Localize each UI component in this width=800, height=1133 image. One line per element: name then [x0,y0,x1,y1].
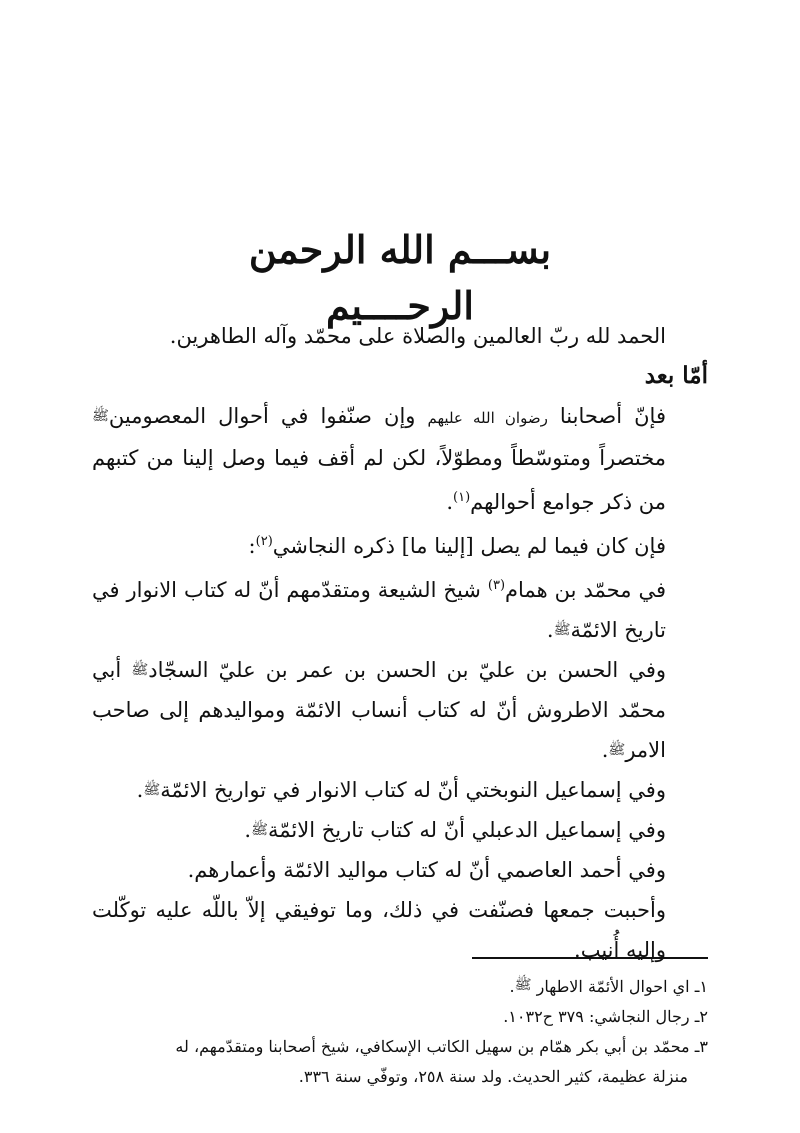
para4-start: وفي الحسن بن عليّ بن الحسن بن عمر بن عليّ السجّاد [148,658,666,682]
honorific-symbol: ﷺ [251,822,268,838]
footnotes [92,970,708,1092]
paragraph-5 [92,770,708,810]
para3-end: شيخ الشيعة ومتقدّمهم أنّ له كتاب الانوار في تاريخ الائمّة [92,578,666,642]
para1-tail: . [446,490,454,514]
para6-tail: . [244,818,252,842]
main-text [92,316,708,970]
paragraph-1 [92,396,708,522]
footnote-divider [472,957,708,959]
honorific-symbol: ﷺ [608,742,626,758]
blessing-phrase: رضوان الله عليهم [427,409,548,427]
paragraph-4 [92,650,708,770]
para5-text: وفي إسماعيل النوبختي أنّ له كتاب الانوار في تواريخ الائمّة [160,778,666,802]
footnote-3-continued: منزلة عظيمة، كثير الحديث. ولد سنة ٢٥٨، وتوفّي سنة ٣٣٦. [298,1067,688,1086]
paragraph-7: وفي أحمد العاصمي أنّ له كتاب مواليد الائمّة وأعمارهم. [187,858,666,882]
footnote-ref-2: (٢) [255,534,273,549]
paragraph-6 [92,810,708,850]
para6-text: وفي إسماعيل الدعبلي أنّ له كتاب تاريخ الائمّة [268,818,666,842]
paragraph-3 [92,566,708,650]
footnote-2: ٢ـ رجال النجاشي: ٣٧٩ ح١٠٣٢. [503,1007,708,1026]
basmala-heading: بســـم الله الرحمن الرحــــيم [248,227,552,328]
footnote-1-text: ١ـ اي احوال الأئمّة الاطهار [536,977,708,996]
paragraph-8: وأحببت جمعها فصنّفت في ذلك، وما توفيقي إلاّ باللّه عليه توكّلت وإليه أُنيب. [92,898,666,962]
para3-tail: . [546,618,554,642]
para4-tail: . [601,738,609,762]
footnote-3: ٣ـ محمّد بن أبي بكر همّام بن سهيل الكاتب الإسكافي، شيخ أصحابنا ومتقدّمهم، له [175,1037,708,1056]
footnote-ref-1: (١) [453,490,471,505]
para1-end: مختصراً ومتوسّطاً ومطوّلاً، لكن لم أقف فيما وصل إلينا من كتبهم من ذكر جوامع أحوالهم [92,446,666,514]
para1-start: فإنّ أصحابنا [547,404,666,428]
honorific-symbol: ﷺ [92,408,109,424]
honorific-symbol: ﷺ [514,977,532,993]
paragraph-2 [92,522,708,566]
honorific-symbol: ﷺ [131,662,149,678]
para5-tail: . [136,778,144,802]
para4-end: أبي محمّد الاطروش أنّ له كتاب أنساب الائمّة ومواليدهم إلى صاحب الامر [92,658,666,762]
footnote-1-tail: . [509,977,515,996]
opening-line: الحمد لله ربّ العالمين والصلاة على محمّد وآله الطاهرين. [169,324,666,348]
para1-middle: وإن صنّفوا في أحوال المعصومين [108,404,428,428]
honorific-symbol: ﷺ [143,782,161,798]
para2-tail: : [248,534,256,558]
footnote-ref-3: (٣) [487,578,506,593]
honorific-symbol: ﷺ [553,622,571,638]
para3-start: في محمّد بن همام [505,578,666,602]
section-heading: أمّا بعد [644,362,708,389]
footnote-1 [92,970,708,1002]
para2-text: فإن كان فيما لم يصل [إلينا ما] ذكره النجاشي [272,534,666,558]
